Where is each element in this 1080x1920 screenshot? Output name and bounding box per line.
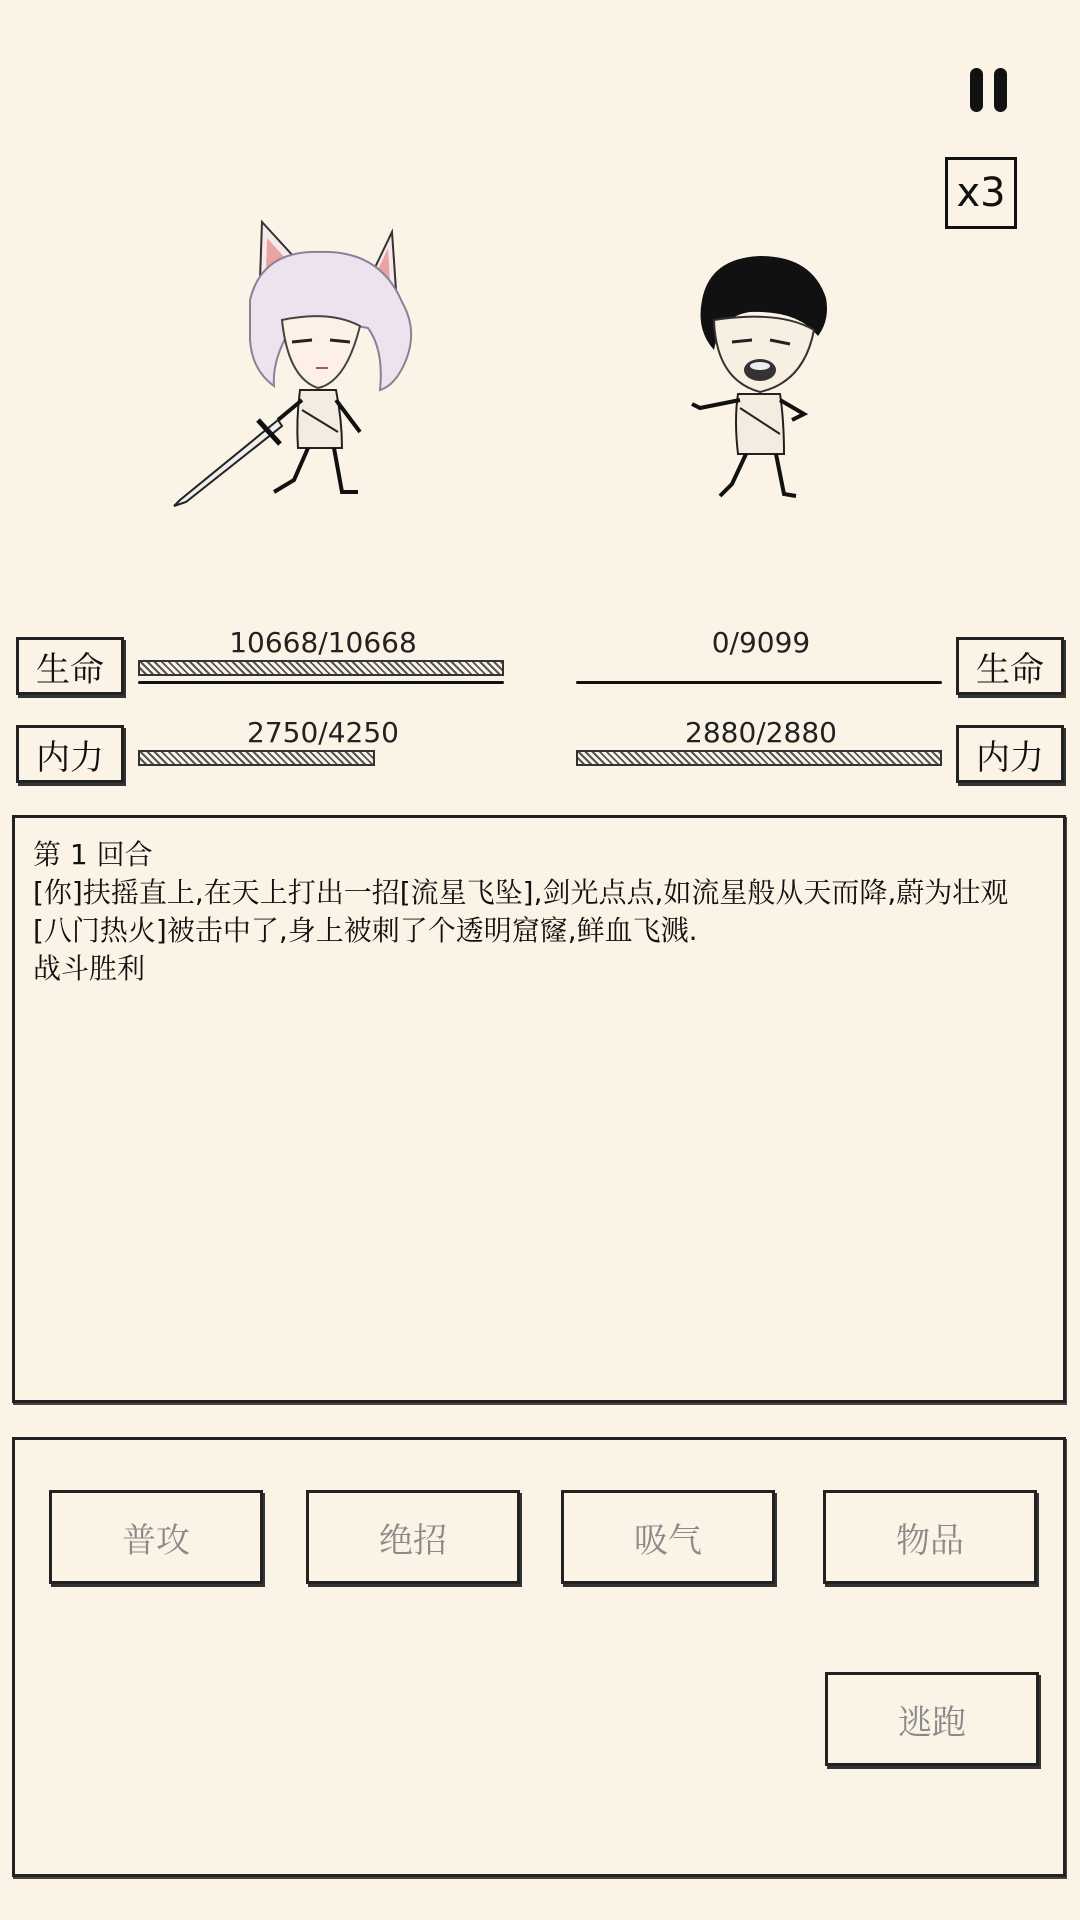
pause-bar-right bbox=[994, 68, 1007, 112]
enemy-mp-label: 内力 bbox=[956, 725, 1064, 783]
items-button[interactable]: 物品 bbox=[823, 1490, 1037, 1584]
enemy-mp-fill bbox=[576, 750, 942, 766]
player-hp-bar bbox=[138, 660, 504, 678]
player-mp-bar bbox=[138, 750, 504, 768]
enemy-hp-label: 生命 bbox=[956, 637, 1064, 695]
enemy-hp-baseline bbox=[576, 681, 942, 684]
breathe-button[interactable]: 吸气 bbox=[561, 1490, 775, 1584]
enemy-mp-bar bbox=[576, 750, 942, 768]
flee-button[interactable]: 逃跑 bbox=[825, 1672, 1039, 1766]
log-line: 第 1 回合 bbox=[33, 838, 153, 871]
log-line: [八门热火]被击中了,身上被刺了个透明窟窿,鲜血飞溅. bbox=[33, 914, 698, 947]
enemy-hp-value: 0/9099 bbox=[711, 626, 811, 659]
log-line: 战斗胜利 bbox=[33, 952, 146, 985]
player-hp-label: 生命 bbox=[16, 637, 124, 695]
pause-bar-left bbox=[970, 68, 983, 112]
log-line: [你]扶摇直上,在天上打出一招[流星飞坠],剑光点点,如流星般从天而降,蔚为壮观 bbox=[33, 876, 1009, 909]
pause-icon[interactable] bbox=[966, 66, 1014, 116]
player-mp-label: 内力 bbox=[16, 725, 124, 783]
speed-button[interactable]: x3 bbox=[945, 157, 1017, 229]
player-hp-fill bbox=[138, 660, 504, 676]
battle-log[interactable] bbox=[12, 815, 1066, 1403]
attack-button[interactable]: 普攻 bbox=[49, 1490, 263, 1584]
enemy-character bbox=[680, 250, 860, 500]
player-hp-value: 10668/10668 bbox=[229, 626, 417, 659]
player-mp-value: 2750/4250 bbox=[247, 716, 399, 749]
ultimate-button[interactable]: 绝招 bbox=[306, 1490, 520, 1584]
action-panel bbox=[12, 1437, 1066, 1877]
enemy-mp-value: 2880/2880 bbox=[685, 716, 837, 749]
enemy-hp-bar bbox=[576, 660, 942, 678]
player-character bbox=[170, 210, 430, 510]
player-hp-baseline bbox=[138, 681, 504, 684]
player-mp-fill bbox=[138, 750, 375, 766]
